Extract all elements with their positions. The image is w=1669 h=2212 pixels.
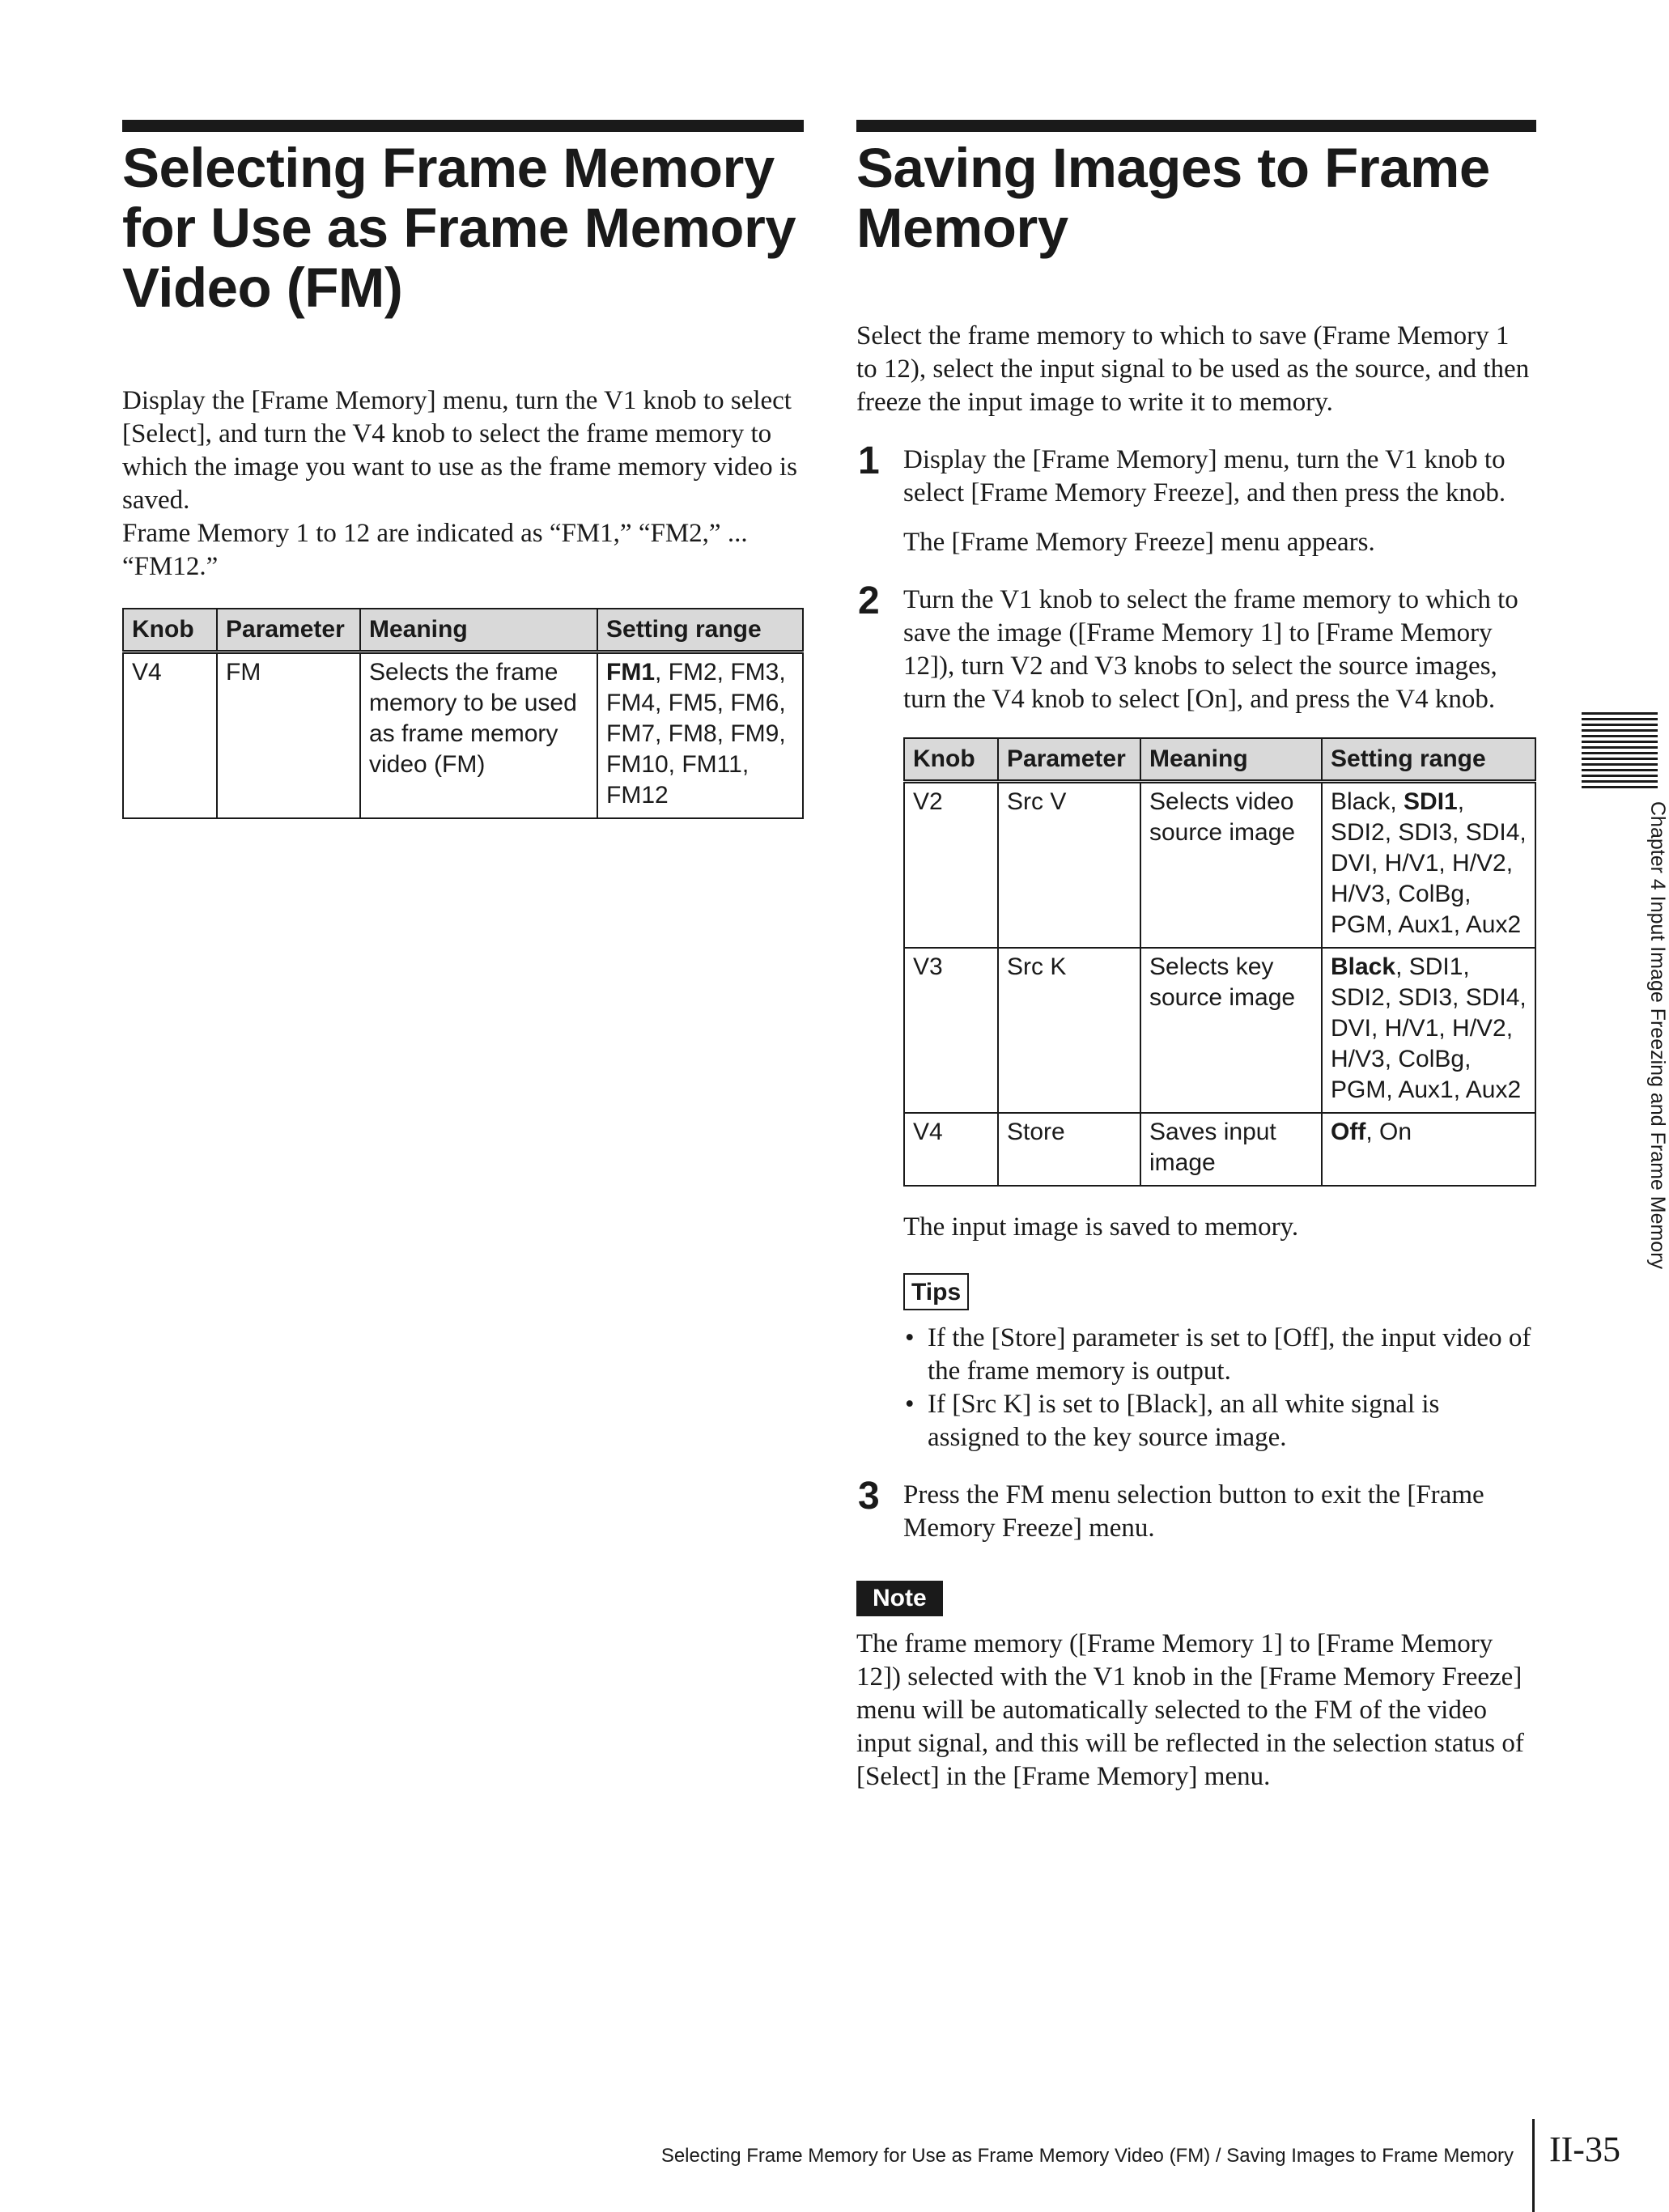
section-rule bbox=[856, 120, 1536, 132]
default-value: FM1 bbox=[606, 659, 655, 686]
cell-setting-range bbox=[597, 652, 803, 819]
list-item: • If [Src K] is set to [Black], an all white signal is assigned to the key source image. bbox=[903, 1388, 1536, 1454]
fm-select-table bbox=[122, 608, 804, 819]
header-setting-range: Setting range bbox=[1322, 738, 1535, 782]
left-paragraph-1: Display the [Frame Memory] menu, turn the V1 knob to select [Select], and turn the V4 knob to select the frame memory to which the image you want to use as the frame memory video is saved. bbox=[122, 386, 797, 515]
left-section-title: Selecting Frame Memory for Use as Frame Memory Video (FM) bbox=[122, 137, 796, 319]
right-section-title: Saving Images to Frame Memory bbox=[856, 137, 1490, 259]
list-item: • If the [Store] parameter is set to [Off], the input video of the frame memory is output. bbox=[903, 1322, 1536, 1388]
cell-knob: V4 bbox=[123, 652, 217, 819]
step-text: Press the FM menu selection button to exit the [Frame Memory Freeze] menu. bbox=[903, 1480, 1484, 1543]
right-column bbox=[856, 120, 1536, 1794]
cell-setting-range bbox=[1322, 782, 1535, 949]
range-values: , FM2, FM3, FM4, FM5, FM6, FM7, FM8, FM9, FM10, FM11, FM12 bbox=[606, 659, 786, 809]
note-label: Note bbox=[856, 1581, 943, 1616]
cell-parameter: FM bbox=[217, 652, 360, 819]
range-values: , On bbox=[1365, 1119, 1412, 1145]
step-number: 3 bbox=[858, 1475, 880, 1518]
table-row bbox=[904, 1113, 1535, 1186]
right-intro: Select the frame memory to which to save (Frame Memory 1 to 12), select the input signal to be used as the source, and then freeze the input image to write it to memory. bbox=[856, 321, 1530, 417]
cell-meaning: Saves input image bbox=[1140, 1113, 1322, 1186]
after-table-text: The input image is saved to memory. bbox=[903, 1212, 1299, 1242]
cell-meaning: Selects key source image bbox=[1140, 948, 1322, 1113]
cell-knob: V4 bbox=[904, 1113, 998, 1186]
chapter-label: Chapter 4 Input Image Freezing and Frame Memory bbox=[1646, 801, 1669, 1270]
table-header-row bbox=[904, 738, 1535, 782]
header-meaning: Meaning bbox=[360, 609, 597, 652]
step-1 bbox=[856, 439, 1536, 559]
tips-label: Tips bbox=[903, 1273, 969, 1310]
step-number: 1 bbox=[858, 439, 880, 482]
left-column bbox=[122, 120, 804, 819]
side-tab-stripes bbox=[1582, 712, 1658, 792]
header-parameter: Parameter bbox=[998, 738, 1140, 782]
header-setting-range: Setting range bbox=[597, 609, 803, 652]
table-row bbox=[904, 782, 1535, 949]
cell-setting-range bbox=[1322, 1113, 1535, 1186]
step-2 bbox=[856, 580, 1536, 716]
page-number: II-35 bbox=[1549, 2129, 1620, 2169]
cell-knob: V3 bbox=[904, 948, 998, 1113]
default-value: Off bbox=[1331, 1119, 1366, 1145]
section-rule bbox=[122, 120, 804, 132]
cell-parameter: Src K bbox=[998, 948, 1140, 1113]
cell-setting-range bbox=[1322, 948, 1535, 1113]
range-values: , SDI1, SDI2, SDI3, SDI4, DVI, H/V1, H/V2, H/V3, ColBg, PGM, Aux1, Aux2 bbox=[1331, 953, 1527, 1103]
freeze-table-wrapper bbox=[856, 737, 1536, 1187]
step-text: Turn the V1 knob to select the frame memory to which to save the image ([Frame Memory 1] to [Frame Memory 12]), turn V2 and V3 knobs to select the source images, turn the V4 knob to select [On], and press the V4 knob. bbox=[903, 585, 1518, 714]
step-number: 2 bbox=[858, 580, 880, 622]
step-3 bbox=[856, 1475, 1536, 1545]
frame-memory-freeze-table bbox=[903, 737, 1536, 1187]
default-value: Black bbox=[1331, 953, 1396, 980]
footer-caption: Selecting Frame Memory for Use as Frame Memory Video (FM) / Saving Images to Frame Memory bbox=[660, 2145, 1514, 2167]
cell-parameter: Store bbox=[998, 1113, 1140, 1186]
header-meaning: Meaning bbox=[1140, 738, 1322, 782]
note-text: The frame memory ([Frame Memory 1] to [Frame Memory 12]) selected with the V1 knob in the [Frame Memory Freeze] menu will be automatically selected to the FM of the video input signal, and this will be reflected in the selection status of [Select] in the [Frame Memory] menu. bbox=[856, 1629, 1524, 1791]
left-paragraph-2: Frame Memory 1 to 12 are indicated as “FM1,” “FM2,” ... “FM12.” bbox=[122, 519, 748, 581]
range-prefix: Black, bbox=[1331, 788, 1404, 815]
cell-meaning: Selects video source image bbox=[1140, 782, 1322, 949]
header-parameter: Parameter bbox=[217, 609, 360, 652]
header-knob: Knob bbox=[123, 609, 217, 652]
header-knob: Knob bbox=[904, 738, 998, 782]
table-row bbox=[123, 652, 803, 819]
table-row bbox=[904, 948, 1535, 1113]
step-text: Display the [Frame Memory] menu, turn the V1 knob to select [Frame Memory Freeze], and then press the knob. bbox=[903, 445, 1506, 507]
tips-list bbox=[856, 1322, 1536, 1454]
default-value: SDI1 bbox=[1404, 788, 1458, 815]
cell-knob: V2 bbox=[904, 782, 998, 949]
step-result: The [Frame Memory Freeze] menu appears. bbox=[903, 528, 1375, 557]
footer-divider bbox=[1532, 2119, 1535, 2212]
range-values: , SDI2, SDI3, SDI4, DVI, H/V1, H/V2, H/V3, ColBg, PGM, Aux1, Aux2 bbox=[1331, 788, 1527, 938]
cell-parameter: Src V bbox=[998, 782, 1140, 949]
cell-meaning: Selects the frame memory to be used as frame memory video (FM) bbox=[360, 652, 597, 819]
table-header-row bbox=[123, 609, 803, 652]
